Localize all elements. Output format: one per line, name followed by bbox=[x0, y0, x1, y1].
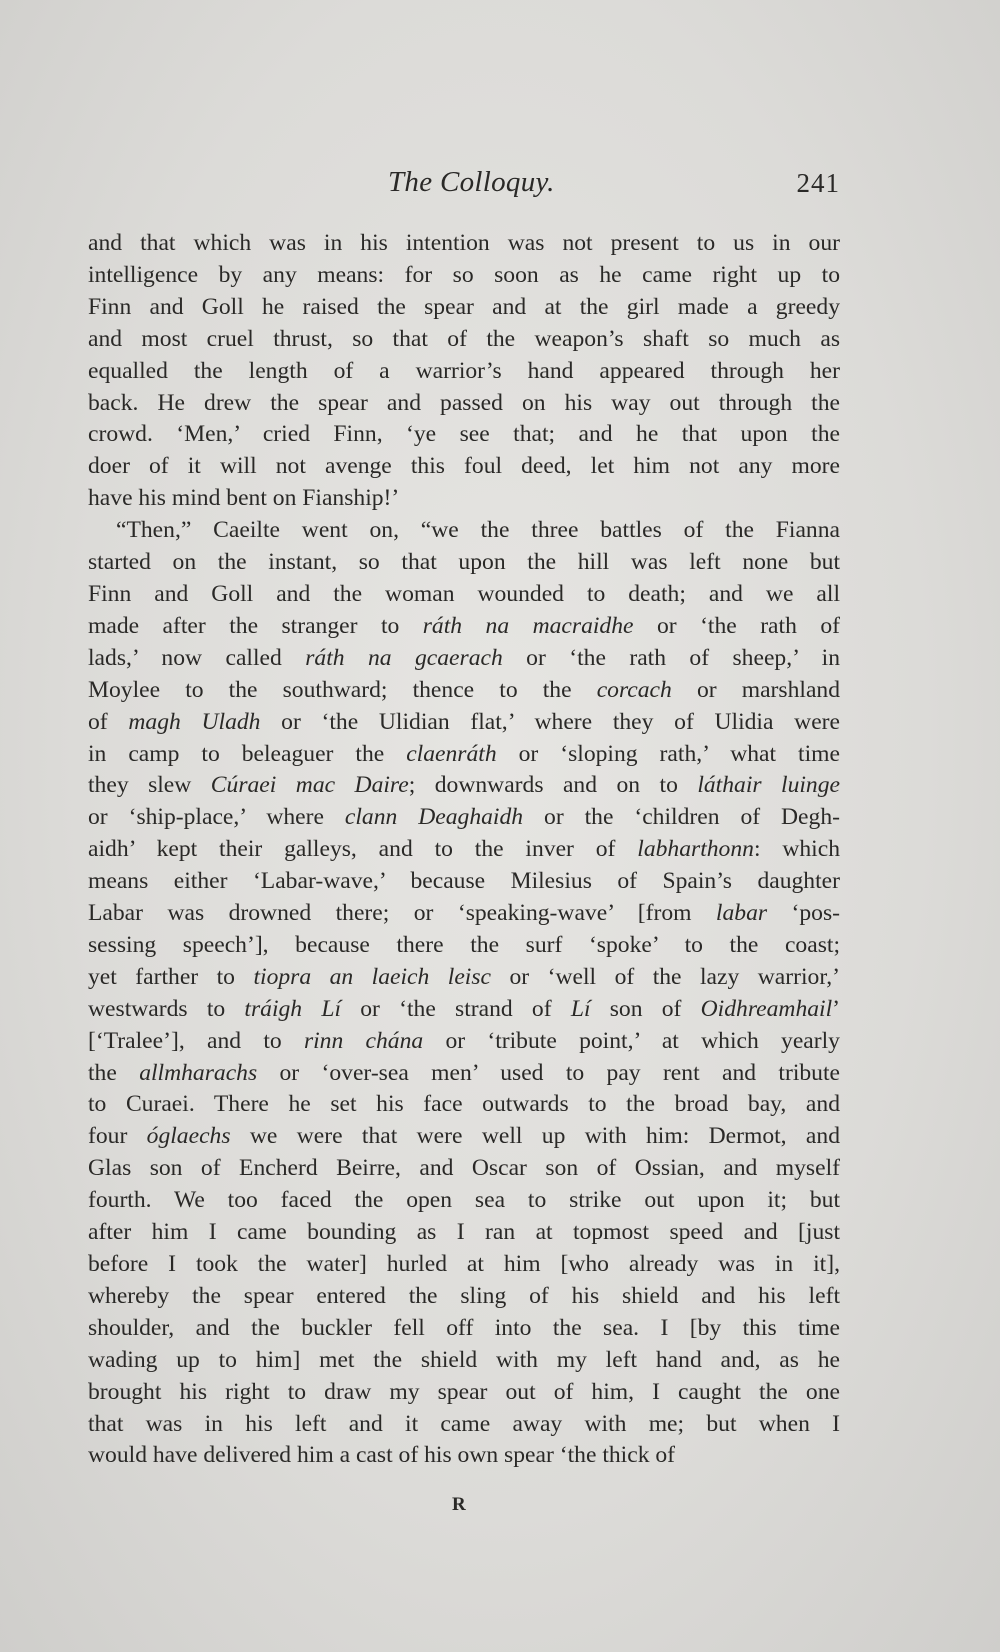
text-line: Moylee to the southward; thence to the corcach or marshland bbox=[88, 676, 841, 703]
text-line: made after the stranger to ráth na macraidhe or ‘the rath of bbox=[88, 612, 840, 639]
text-line: crowd. ‘Men,’ cried Finn, ‘ye see that; and he that upon the bbox=[88, 421, 840, 448]
text-line: means either ‘Labar-wave,’ because Milesius of Spain’s daughter bbox=[88, 868, 840, 895]
text-line: have his mind bent on Fianship!’ bbox=[88, 485, 400, 512]
text-line: that was in his left and it came away with me; but when I bbox=[88, 1410, 840, 1437]
text-line: started on the instant, so that upon the hill was left none but bbox=[88, 549, 840, 576]
text-line: after him I came bounding as I ran at topmost speed and [just bbox=[88, 1219, 840, 1246]
text-line: sessing speech’], because there the surf ‘spoke’ to the coast; bbox=[88, 931, 840, 958]
running-title: The Colloquy. bbox=[388, 166, 555, 198]
text-line: “Then,” Caeilte went on, “we the three battles of the Fianna bbox=[116, 517, 840, 544]
text-line: lads,’ now called ráth na gcaerach or ‘the rath of sheep,’ in bbox=[88, 644, 840, 671]
signature-mark: R bbox=[452, 1494, 467, 1515]
text-line: back. He drew the spear and passed on his way out through the bbox=[88, 389, 840, 416]
text-line: wading up to him] met the shield with my left hand and, as he bbox=[88, 1346, 840, 1373]
page-number: 241 bbox=[796, 168, 840, 198]
text-line: yet farther to tiopra an laeich leisc or ‘well of the lazy warrior,’ bbox=[88, 963, 840, 990]
text-line: equalled the length of a warrior’s hand appeared through her bbox=[88, 357, 840, 384]
text-line: four óglaechs we were that were well up with him: Dermot, and bbox=[88, 1123, 840, 1150]
page-header bbox=[88, 166, 840, 206]
text-line: and that which was in his intention was not present to us in our bbox=[88, 230, 840, 256]
text-line: shoulder, and the buckler fell off into the sea. I [by this time bbox=[88, 1314, 840, 1341]
body-text bbox=[88, 228, 840, 1472]
text-line: of magh Uladh or ‘the Ulidian flat,’ where they of Ulidia were bbox=[88, 708, 840, 735]
text-line: Finn and Goll he raised the spear and at the girl made a greedy bbox=[88, 293, 840, 320]
text-line: in camp to beleaguer the claenráth or ‘sloping rath,’ what time bbox=[88, 740, 840, 767]
text-line: or ‘ship-place,’ where clann Deaghaidh or the ‘children of Degh- bbox=[88, 804, 840, 831]
text-line: fourth. We too faced the open sea to strike out upon it; but bbox=[88, 1187, 840, 1214]
text-line: Finn and Goll and the woman wounded to death; and we all bbox=[88, 580, 840, 607]
text-line: before I took the water] hurled at him [who already was in it], bbox=[88, 1251, 840, 1277]
text-line: would have delivered him a cast of his own spear ‘the thick of bbox=[88, 1442, 676, 1469]
text-line: brought his right to draw my spear out of him, I caught the one bbox=[88, 1378, 840, 1405]
text-line: Glas son of Encherd Beirre, and Oscar son of Ossian, and myself bbox=[88, 1155, 840, 1182]
text-line: doer of it will not avenge this foul deed, let him not any more bbox=[88, 453, 840, 480]
text-line: intelligence by any means: for so soon as he came right up to bbox=[88, 261, 840, 288]
text-line: to Curaei. There he set his face outwards to the broad bay, and bbox=[88, 1091, 840, 1118]
text-line: the allmharachs or ‘over-sea men’ used to pay rent and tribute bbox=[88, 1059, 840, 1086]
text-line: Labar was drowned there; or ‘speaking-wave’ [from labar ‘pos- bbox=[88, 900, 840, 927]
text-line: whereby the spear entered the sling of his shield and his left bbox=[88, 1282, 840, 1309]
text-line: aidh’ kept their galleys, and to the inver of labharthonn: which bbox=[88, 836, 840, 863]
text-line: and most cruel thrust, so that of the weapon’s shaft so much as bbox=[88, 325, 840, 352]
text-line: they slew Cúraei mac Daire; downwards and on to láthair luinge bbox=[88, 772, 840, 799]
text-line: westwards to tráigh Lí or ‘the strand of Lí son of Oidhreamhail’ bbox=[88, 995, 841, 1022]
text-line: [‘Tralee’], and to rinn chána or ‘tribute point,’ at which yearly bbox=[88, 1027, 840, 1054]
